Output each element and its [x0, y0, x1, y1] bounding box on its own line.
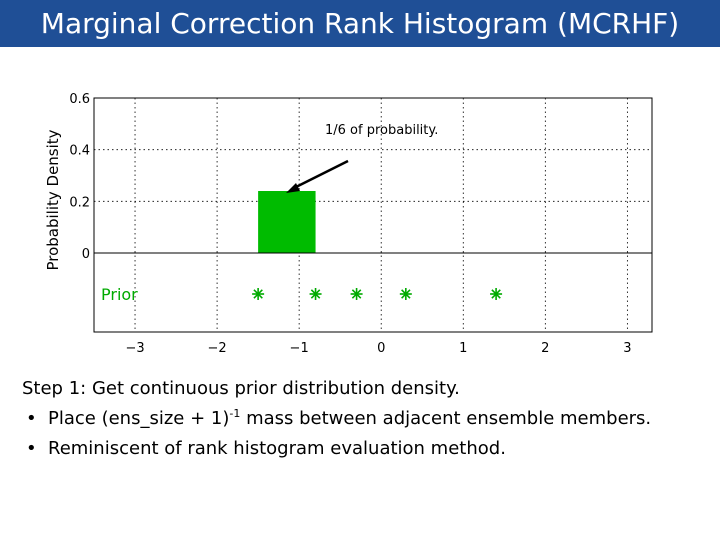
bullet-item-2 [22, 434, 712, 464]
x-tick-labels [125, 341, 631, 356]
y-tick-label: 0 [81, 247, 90, 262]
bar-series [258, 191, 315, 253]
y-tick-label: 0.6 [69, 92, 90, 107]
y-tick-labels [69, 92, 90, 262]
slide-title: Marginal Correction Rank Histogram (MCRHF) [0, 0, 720, 47]
bullet1-sup: -1 [229, 407, 241, 420]
bullet1-pre: Place (ens_size + 1) [48, 408, 230, 429]
x-tick-label: −1 [289, 341, 309, 356]
y-tick-label: 0.4 [69, 143, 90, 159]
prior-label: Prior [101, 285, 138, 304]
x-tick-label: 0 [377, 341, 386, 356]
y-axis-label: Probability Density [44, 129, 62, 271]
x-tick-label: −3 [125, 341, 145, 356]
bullet2-text: Reminiscent of rank histogram evaluation method. [48, 438, 506, 459]
bullet-dot: • [26, 438, 37, 459]
annotation-text: 1/6 of probability. [325, 123, 439, 138]
y-tick-label: 0.2 [69, 195, 90, 211]
bullet-item-1 [22, 404, 712, 434]
x-tick-label: 2 [541, 341, 550, 356]
bullet-dot: • [26, 408, 37, 429]
x-tick-label: 1 [459, 341, 468, 356]
histogram-chart [0, 60, 720, 370]
slide-body [22, 374, 712, 464]
x-tick-label: 3 [623, 341, 632, 356]
histogram-bar [258, 191, 315, 253]
step-text: Step 1: Get continuous prior distribution density. [22, 378, 460, 399]
x-tick-label: −2 [207, 341, 227, 356]
bullet1-post: mass between adjacent ensemble members. [240, 408, 652, 429]
